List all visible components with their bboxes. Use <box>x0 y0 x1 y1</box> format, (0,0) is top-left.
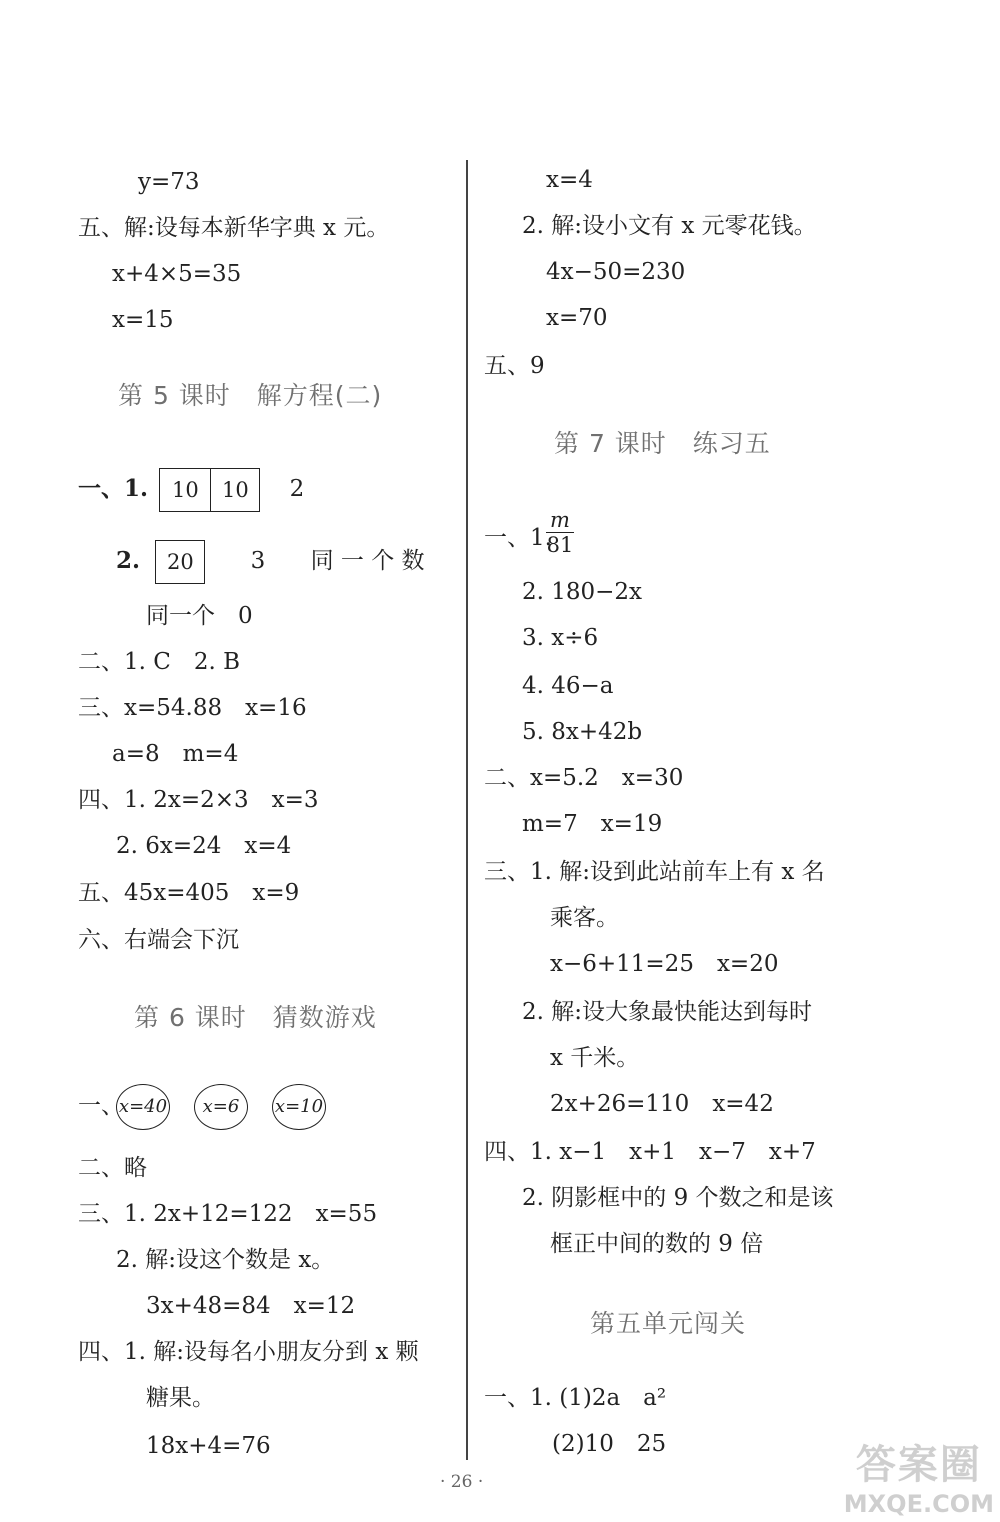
watermark-logo <box>844 1433 994 1518</box>
answer-line: 2. 阴影框中的 9 个数之和是该 <box>522 1185 834 1211</box>
section-heading: 第 5 课时 解方程(二) <box>118 381 383 410</box>
answer-line: 六、右端会下沉 <box>78 927 239 953</box>
answer-line: 2. 解:设大象最快能达到每时 <box>522 999 813 1025</box>
answer-line: 二、x=5.2 x=30 <box>484 765 684 791</box>
answer-line: 2. 解:设小文有 x 元零花钱。 <box>522 213 817 239</box>
section-heading: 第 7 课时 练习五 <box>554 429 771 458</box>
answer-line: x=4 <box>546 167 593 193</box>
answer-line: x=70 <box>546 305 608 331</box>
answer-value: 2 <box>289 476 305 502</box>
answer-line-boxes <box>116 540 425 584</box>
answer-line: 四、1. 2x=2×3 x=3 <box>78 787 319 813</box>
answer-line: 四、1. 解:设每名小朋友分到 x 颗 <box>78 1339 419 1365</box>
answer-line: 二、1. C 2. B <box>78 649 241 675</box>
answer-circle: x=40 <box>116 1084 170 1130</box>
page-number: · 26 · <box>440 1472 484 1492</box>
answer-circle: x=6 <box>194 1084 248 1130</box>
answer-line: 4x−50=230 <box>546 259 686 285</box>
answer-line: 五、45x=405 x=9 <box>78 880 300 906</box>
answer-line: 一、1. (1)2a a² <box>484 1385 667 1411</box>
answer-box: 20 <box>155 540 205 584</box>
answer-line-boxes <box>78 468 304 512</box>
section-heading: 第五单元闯关 <box>590 1309 747 1338</box>
watermark-url: MXQE.COM <box>843 1490 994 1518</box>
answer-line: 四、1. x−1 x+1 x−7 x+7 <box>484 1139 816 1165</box>
answer-line: 糖果。 <box>146 1385 215 1411</box>
answer-line: x=15 <box>112 307 174 333</box>
answer-line: 二、略 <box>78 1155 147 1181</box>
answer-line: 2. 6x=24 x=4 <box>116 833 292 859</box>
answer-line: (2)10 25 <box>552 1431 667 1457</box>
answer-line: 3x+48=84 x=12 <box>146 1293 356 1319</box>
answer-line: 五、解:设每本新华字典 x 元。 <box>78 215 390 241</box>
answer-line: 4. 46−a <box>522 673 614 699</box>
item-prefix: 一、1. <box>78 475 149 502</box>
answer-line: 5. 8x+42b <box>522 719 643 745</box>
item-prefix: 一、 <box>78 1093 124 1119</box>
section-heading: 第 6 课时 猜数游戏 <box>134 1003 377 1032</box>
answer-line: m=7 x=19 <box>522 811 663 837</box>
answer-value: 同 一 个 数 <box>310 548 425 574</box>
answer-line: 乘客。 <box>550 905 619 931</box>
item-prefix: 2. <box>116 547 141 574</box>
answer-line: 3. x÷6 <box>522 625 599 651</box>
answer-line: 三、x=54.88 x=16 <box>78 695 307 721</box>
answer-line: 三、1. 2x+12=122 x=55 <box>78 1201 378 1227</box>
answer-value: 3 <box>250 548 266 574</box>
answer-line: 2x+26=110 x=42 <box>550 1091 774 1117</box>
answer-box: 10 <box>211 468 260 512</box>
answer-line: 三、1. 解:设到此站前车上有 x 名 <box>484 859 825 885</box>
answer-line: 2. 解:设这个数是 x。 <box>116 1247 335 1273</box>
answer-circle: x=10 <box>272 1084 326 1130</box>
answer-line: x+4×5=35 <box>112 261 242 287</box>
watermark-text: 答案圈 <box>855 1442 982 1488</box>
answer-line: x−6+11=25 x=20 <box>550 951 779 977</box>
answer-line: 框正中间的数的 9 倍 <box>550 1231 764 1257</box>
answer-line: 同一个 0 <box>146 603 253 629</box>
answer-line: a=8 m=4 <box>112 741 239 767</box>
column-divider <box>466 160 468 1460</box>
answer-line: y=73 <box>138 169 200 195</box>
answer-line: 五、9 <box>484 353 545 379</box>
fraction-denominator: 81 <box>546 533 574 557</box>
answer-box: 10 <box>159 468 211 512</box>
answer-line: 18x+4=76 <box>146 1433 271 1459</box>
item-prefix: 一、1. <box>484 525 552 551</box>
answer-line: 2. 180−2x <box>522 579 643 605</box>
fraction-numerator: m <box>546 508 574 533</box>
answer-line: x 千米。 <box>550 1045 640 1071</box>
fraction <box>546 508 574 557</box>
